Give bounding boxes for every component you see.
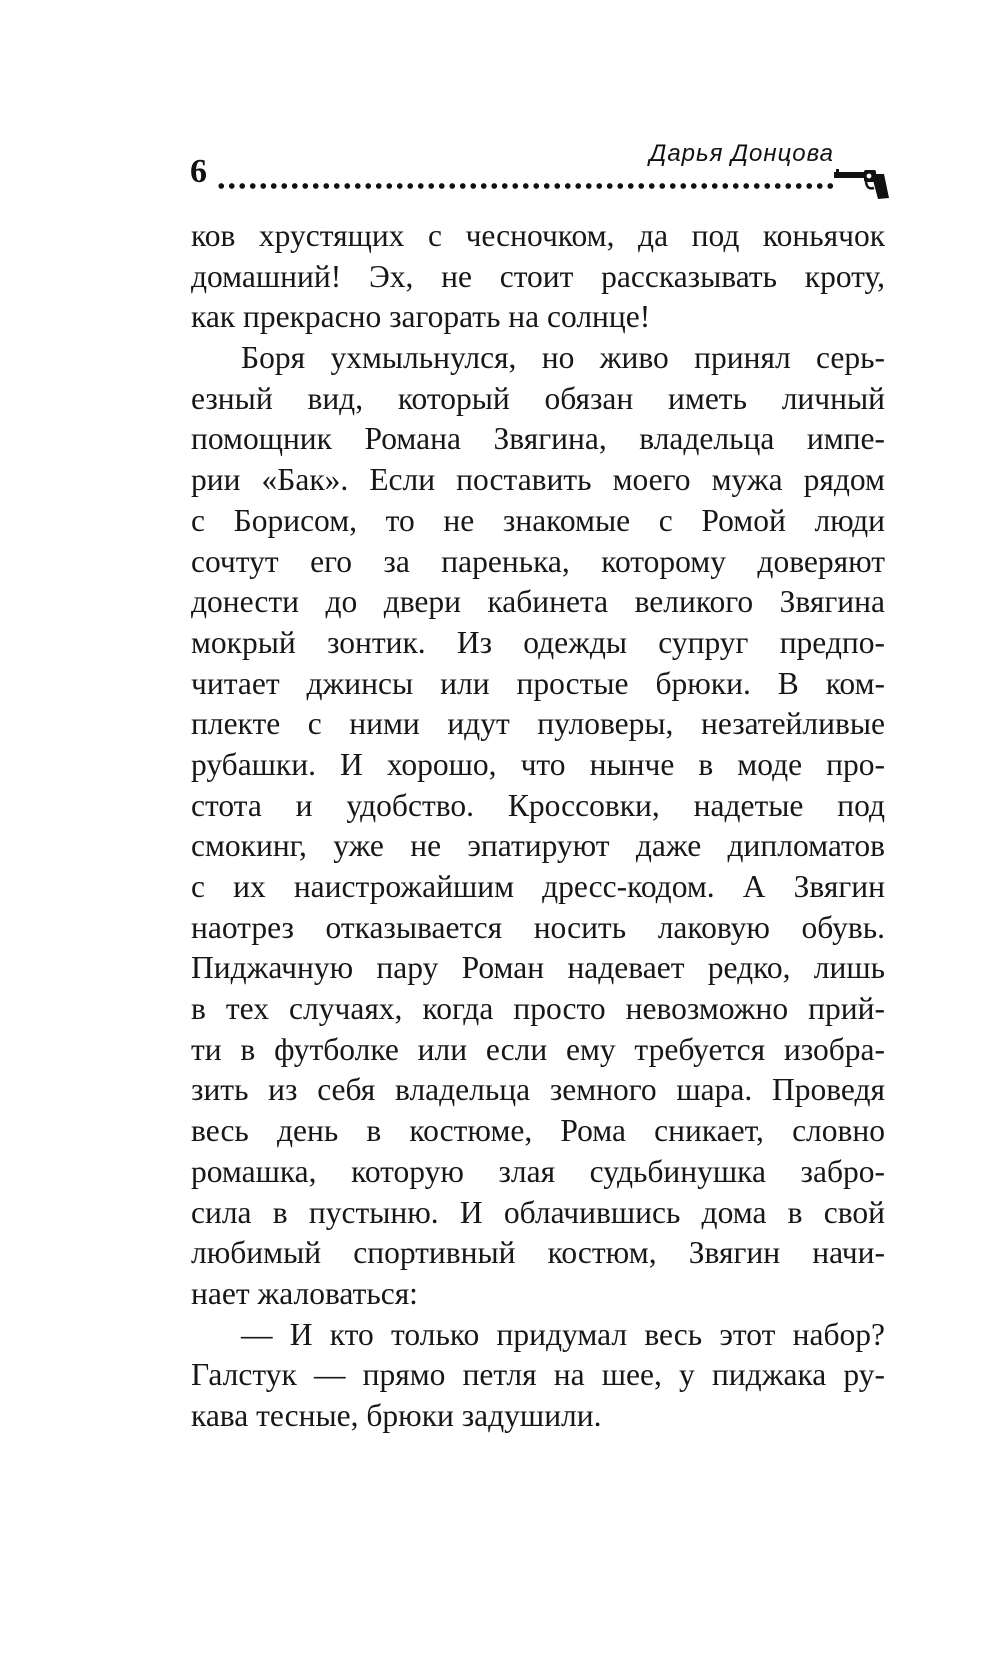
author-name: Дарья Донцова <box>649 140 834 167</box>
text-line: нает жаловаться: <box>191 1275 418 1311</box>
text-line: наотрез отказывается носить лаковую обувь. <box>191 909 885 945</box>
text-line: мокрый зонтик. Из одежды супруг предпо- <box>191 624 885 660</box>
text-line: донести до двери кабинета великого Звягина <box>191 584 885 620</box>
text-line: ромашка, которую злая судьбинушка забро- <box>191 1153 885 1189</box>
running-header <box>190 140 890 200</box>
text-line: любимый спортивный костюм, Звягин начи- <box>191 1235 885 1271</box>
revolver-icon <box>834 168 890 200</box>
text-line: Галстук — прямо петля на шее, у пиджака ру- <box>191 1357 885 1393</box>
body-text <box>191 216 885 1437</box>
text-line: рии «Бак». Если поставить моего мужа рядом <box>191 462 885 498</box>
text-line: в тех случаях, когда просто невозможно прий- <box>191 991 885 1027</box>
text-line: ков хрустящих с чесночком, да под коньячок <box>191 218 885 253</box>
text-line: кава тесные, брюки задушили. <box>191 1397 602 1433</box>
page-number: 6 <box>190 153 207 190</box>
text-line: сочтут его за паренька, которому доверяют <box>191 543 885 579</box>
text-line: весь день в костюме, Рома сникает, словно <box>191 1113 885 1149</box>
text-line: рубашки. И хорошо, что нынче в моде про- <box>191 746 885 782</box>
text-line: смокинг, уже не эпатируют даже дипломатов <box>191 828 885 864</box>
dotted-leader <box>216 182 834 190</box>
text-line: читает джинсы или простые брюки. В ком- <box>191 665 885 701</box>
text-line: езный вид, который обязан иметь личный <box>191 380 885 416</box>
text-line: стота и удобство. Кроссовки, надетые под <box>191 787 885 823</box>
text-line: — И кто только придумал весь этот набор? <box>241 1316 885 1352</box>
text-line: сила в пустыню. И облачившись дома в свой <box>191 1194 885 1230</box>
text-line: Пиджачную пару Роман надевает редко, лишь <box>191 950 885 986</box>
text-line: как прекрасно загорать на солнце! <box>191 299 651 335</box>
text-line: зить из себя владельца земного шара. Проведя <box>191 1072 885 1108</box>
text-line: помощник Романа Звягина, владельца импе- <box>191 421 885 457</box>
text-line: плекте с ними идут пуловеры, незатейливые <box>191 706 885 742</box>
text-line: с их наистрожайшим дресс-кодом. А Звягин <box>191 869 885 904</box>
text-line: с Борисом, то не знакомые с Ромой люди <box>191 502 885 538</box>
text-line: домашний! Эх, не стоит рассказывать кроту, <box>191 258 885 294</box>
text-line: ти в футболке или если ему требуется изобра- <box>191 1031 885 1067</box>
text-line: Боря ухмыльнулся, но живо принял серь- <box>241 340 885 376</box>
